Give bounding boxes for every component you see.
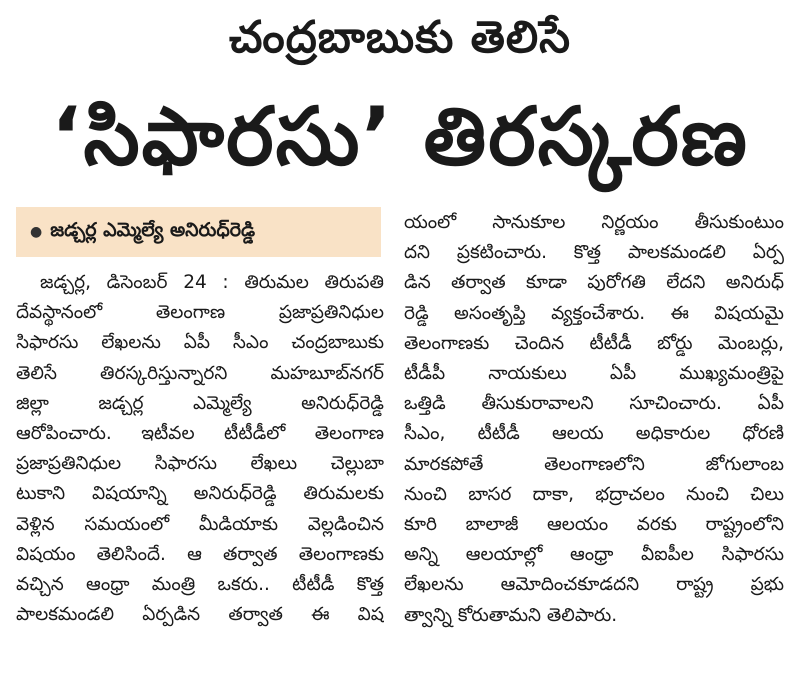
bullet-icon: ● (30, 224, 43, 240)
paragraph-line: ఒత్తిడి తీసుకురావాలని సూచించారు. ఏపీ (404, 393, 784, 415)
byline-box (16, 207, 381, 257)
paragraph-line: రెడ్డి అసంతృప్తి వ్యక్తంచేశారు. ఈ విషయమై (404, 302, 784, 324)
paragraph-line: కూరి బాలాజీ ఆలయం వరకు రాష్ట్రంలోని (404, 514, 784, 536)
right-column (404, 208, 784, 631)
paragraph-line: సిఫారసు లేఖలను ఏపీ సీఎం చంద్రబాబుకు (16, 332, 384, 354)
paragraph-line: మారకపోతే తెలంగాణలోని జోగులాంబ (404, 453, 784, 475)
paragraph-line: ప్రజాప్రతినిధుల సిఫారసు లేఖలు చెల్లుబా (16, 453, 384, 475)
byline-text: జడ్చర్ల ఎమ్మెల్యే అనిరుధ్‌రెడ్డి (50, 218, 256, 241)
paragraph-line: పాలకమండలి ఏర్పడిన తర్వాత ఈ విష (16, 604, 384, 626)
paragraph-line: విషయం తెలిసిందే. ఆ తర్వాత తెలంగాణకు (16, 543, 384, 565)
paragraph-line: అన్ని ఆలయాల్లో ఆంధ్రా వీఐపీల సిఫారసు (404, 544, 784, 566)
paragraph-line: జడ్చర్ల, డిసెంబర్ 24 : తిరుమల తిరుపతి (40, 272, 384, 293)
paragraph-line: జిల్లా జడ్చర్ల ఎమ్మెల్యే అనిరుధ్‌రెడ్డి (16, 392, 384, 414)
paragraph-line: టుకాని విషయాన్ని అనిరుధ్‌రెడ్డి తిరుమలకు (16, 483, 384, 505)
article-kicker: చంద్రబాబుకు తెలిసే (228, 12, 572, 63)
paragraph-line: యంలో సానుకూల నిర్ణయం తీసుకుంటుం (404, 212, 784, 233)
left-column (16, 268, 384, 630)
paragraph-line: సీఎం, టీటీడీ ఆలయ అధికారుల ధోరణి (404, 423, 784, 445)
paragraph-line: టీడీపీ నాయకులు ఏపీ ముఖ్యమంత్రిపై (404, 363, 784, 385)
paragraph-line: నుంచి బాసర దాకా, భద్రాచలం నుంచి చిలు (404, 483, 784, 505)
paragraph-line: దేవస్థానంలో తెలంగాణ ప్రజాప్రతినిధుల (16, 302, 384, 324)
paragraph-line: దని ప్రకటించారు. కొత్త పాలకమండలి ఏర్ప (404, 242, 784, 264)
paragraph-line: లేఖలను ఆమోదించకూడదని రాష్ట్ర ప్రభు (404, 574, 784, 596)
paragraph-line: తెలిసే తిరస్కరిస్తున్నారని మహబూబ్‌నగర్ (16, 362, 384, 384)
article-headline: ‘సిఫారసు’ తిరస్కరణ (51, 90, 749, 183)
paragraph-line: ఆరోపించారు. ఇటీవల టీటీడీలో తెలంగాణ (16, 423, 384, 445)
paragraph-line: వెళ్లిన సమయంలో మీడియాకు వెల్లడించిన (16, 513, 384, 535)
paragraph-line: త్వాన్ని కోరుతామని తెలిపారు. (404, 604, 618, 626)
paragraph-line: తెలంగాణకు చెందిన టీటీడీ బోర్డు మెంబర్లు, (404, 332, 784, 354)
paragraph-line: డిన తర్వాత కూడా పురోగతి లేదని అనిరుధ్ (404, 272, 784, 294)
paragraph-line: వచ్చిన ఆంధ్రా మంత్రి ఒకరు.. టీటీడీ కొత్త (16, 574, 384, 596)
